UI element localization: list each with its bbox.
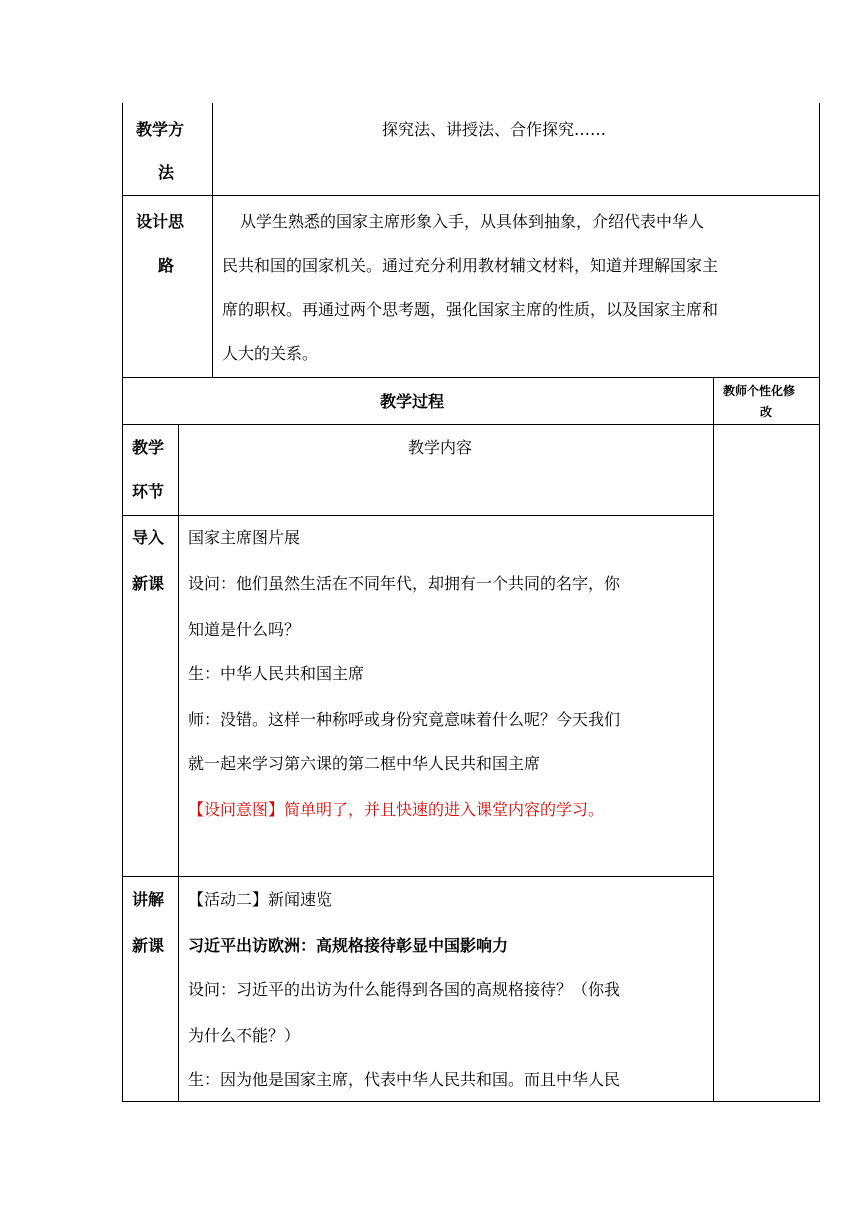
- design-text-line2: 民共和国的国家机关。通过充分利用教材辅文材料，知道并理解国家主: [222, 256, 719, 275]
- lecture-label-line1: 讲解: [132, 890, 165, 909]
- design-text-line3: 席的职权。再通过两个思考题，强化国家主席的性质，以及国家主席和: [222, 300, 719, 319]
- lecture-headline: 习近平出访欧洲：高规格接待彰显中国影响力: [188, 936, 509, 955]
- intro-text-line5: 师：没错。这样一种称呼或身份究竟意味着什么呢？今天我们: [188, 710, 621, 729]
- design-text-line4: 人大的关系。: [222, 344, 319, 363]
- stage-label-line1: 教学: [132, 438, 165, 457]
- process-header-bottom-line: [122, 424, 820, 425]
- table-border-bottom: [122, 1101, 820, 1102]
- stage-header-bottom-line: [122, 515, 714, 516]
- stage-label-divider: [178, 424, 179, 1102]
- process-title: 教学过程: [380, 392, 445, 411]
- teacher-column-title-line1: 教师个性化修: [723, 384, 796, 398]
- stage-label-line2: 环节: [132, 482, 165, 501]
- method-label-line1: 教学方: [136, 120, 185, 139]
- method-label-divider: [212, 103, 213, 377]
- intro-label-line2: 新课: [132, 574, 165, 593]
- lecture-label-line2: 新课: [132, 936, 165, 955]
- table-border-right: [819, 103, 820, 1102]
- intro-intent: 【设问意图】简单明了，并且快速的进入课堂内容的学习。: [188, 800, 605, 819]
- lecture-text-line2: 为什么不能？）: [188, 1026, 301, 1045]
- content-title: 教学内容: [408, 438, 473, 457]
- teacher-column-title-line2: 改: [760, 405, 773, 419]
- intro-row-bottom-line: [122, 876, 714, 877]
- design-label-line2: 路: [158, 256, 175, 275]
- lecture-text-line1: 设问：习近平的出访为什么能得到各国的高规格接待？（你我: [188, 980, 621, 999]
- teacher-column-divider: [713, 377, 714, 1102]
- method-label-line2: 法: [158, 163, 175, 182]
- intro-text-line6: 就一起来学习第六课的第二框中华人民共和国主席: [188, 754, 541, 773]
- lecture-text-line3: 生：因为他是国家主席，代表中华人民共和国。而且中华人民: [188, 1070, 621, 1089]
- design-text-line1: 从学生熟悉的国家主席形象入手，从具体到抽象，介绍代表中华人: [240, 212, 705, 231]
- lecture-activity: 【活动二】新闻速览: [188, 890, 333, 909]
- intro-text-line4: 生：中华人民共和国主席: [188, 664, 365, 683]
- method-row-bottom-line: [122, 195, 820, 196]
- intro-text-line1: 国家主席图片展: [188, 528, 301, 547]
- design-row-bottom-line: [122, 377, 820, 378]
- intro-label-line1: 导入: [132, 528, 165, 547]
- intro-text-line3: 知道是什么吗？: [188, 620, 301, 639]
- design-label-line1: 设计思: [136, 212, 185, 231]
- method-content: 探究法、讲授法、合作探究……: [382, 120, 607, 139]
- table-border-left: [122, 103, 123, 1102]
- intro-text-line2: 设问：他们虽然生活在不同年代，却拥有一个共同的名字，你: [188, 574, 621, 593]
